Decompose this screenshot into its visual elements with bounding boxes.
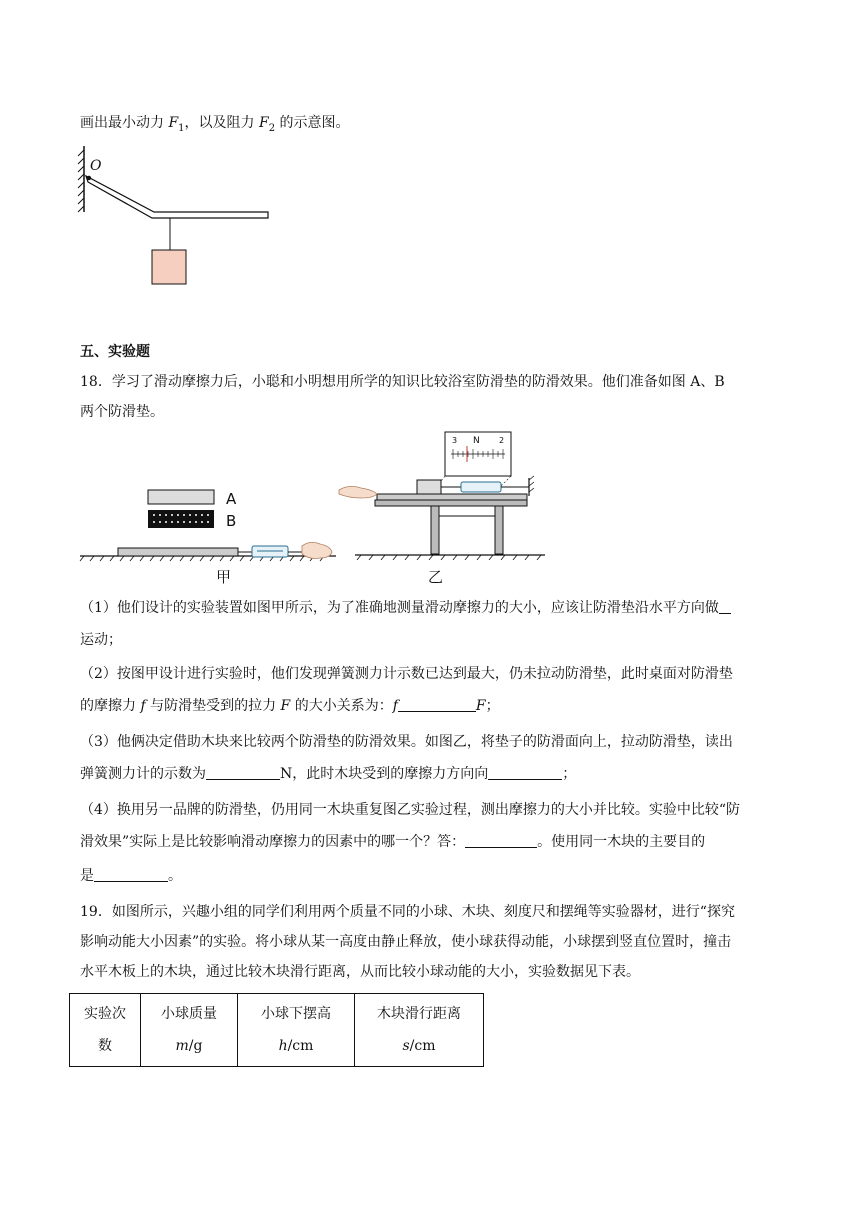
q17-instruction	[80, 113, 350, 139]
f1-var: F	[168, 115, 179, 131]
blank-p4-factor[interactable]	[465, 833, 537, 848]
figure-jia	[76, 484, 346, 564]
gauge-left-tick: 3	[452, 436, 458, 445]
q18-stem-line1: 18．学习了滑动摩擦力后，小聪和小明想用所学的知识比较浴室防滑垫的防滑效果。他们准备如图 A、B	[80, 374, 725, 390]
f1-sub: 1	[178, 122, 185, 134]
var-F-inline: F	[280, 698, 291, 714]
pivot-point	[87, 176, 91, 180]
figure-yi	[335, 430, 550, 560]
header-height: 小球下摆高 h/cm	[238, 994, 355, 1067]
pad-on-table	[118, 548, 238, 556]
caption-jia: 甲	[216, 568, 232, 586]
blank-p4-purpose[interactable]	[94, 867, 168, 882]
pad-a	[148, 490, 214, 504]
q18-p3-line1: （3）他俩决定借助木块来比较两个防滑垫的防滑效果。如图乙，将垫子的防滑面向上，拉动防滑垫，读出	[80, 734, 733, 750]
q19-stem-line2: 影响动能大小因素”的实验。将小球从某一高度由静止释放，使小球获得动能，小球摆到竖直位置时，撞击	[80, 934, 732, 950]
blank-p1[interactable]	[719, 599, 731, 614]
q17-text-a: 画出最小动力	[80, 115, 169, 131]
q18-p4-line3: 是 。	[80, 868, 182, 884]
q18-p4-line2: 滑效果”实际上是比较影响滑动摩擦力的因素中的哪一个？答： 。使用同一木块的主要目的	[80, 834, 706, 850]
q19-data-table	[69, 993, 484, 1067]
q19-stem-line3: 水平木板上的木块，通过比较木块滑行距离，从而比较小球动能的大小，实验数据见下表。	[80, 964, 640, 980]
section-title: 五、实验题	[80, 344, 150, 360]
var-F-answer: F	[475, 698, 486, 714]
hand-icon	[302, 542, 332, 558]
hand-icon-yi	[339, 486, 377, 498]
header-distance: 木块滑行距离 s/cm	[355, 994, 484, 1067]
table-leg-left	[431, 506, 439, 554]
pad-yi	[377, 494, 527, 500]
q18-p2-line1: （2）按图甲设计进行实验时，他们发现弹簧测力计示数已达到最大，仍未拉动防滑垫，此时桌面对防滑垫	[80, 666, 733, 682]
q18-p1-line1: （1）他们设计的实验装置如图甲所示，为了准确地测量滑动摩擦力的大小，应该让防滑垫沿水平方向做	[80, 598, 731, 618]
pivot-label: O	[90, 158, 102, 174]
label-b: B	[226, 512, 237, 530]
table-leg-right	[495, 506, 503, 554]
var-f-answer: f	[392, 698, 398, 714]
table-top	[375, 500, 527, 506]
hanging-weight	[152, 250, 186, 284]
f2-sub: 2	[268, 122, 276, 134]
q17-text-c: 的示意图。	[275, 115, 350, 131]
blank-p2[interactable]	[398, 697, 476, 712]
caption-yi: 乙	[428, 568, 444, 586]
header-mass: 小球质量 m/g	[141, 994, 238, 1067]
f2-var: F	[259, 115, 269, 131]
pad-b	[148, 510, 214, 528]
bent-lever	[86, 176, 268, 218]
header-trial: 实验次 数	[70, 994, 141, 1067]
lever-diagram	[70, 140, 280, 290]
var-f: f	[140, 698, 146, 714]
q18-p1-line2: 运动；	[80, 632, 122, 648]
label-a: A	[226, 490, 237, 508]
gauge-right-tick: 2	[499, 436, 505, 445]
q18-p2-line2: 的摩擦力 f 与防滑垫受到的拉力 F 的大小关系为：f F；	[80, 698, 500, 714]
q17-text-b: ，以及阻力	[184, 115, 259, 131]
q18-stem-line2: 两个防滑垫。	[80, 404, 164, 420]
q19-stem-line1: 19．如图所示，兴趣小组的同学们利用两个质量不同的小球、木块、刻度尺和摆绳等实验器材，进行“探究	[80, 904, 735, 920]
wood-block	[417, 480, 441, 494]
q18-p4-line1: （4）换用另一品牌的防滑垫，仍用同一木块重复图乙实验过程，测出摩擦力的大小并比较。实验中比较“防	[80, 802, 741, 818]
table-header-row	[70, 994, 484, 1067]
q18-p3-line2: 弹簧测力计的示数为 N，此时木块受到的摩擦力方向向 ；	[80, 766, 577, 782]
gauge-unit: N	[473, 436, 480, 446]
blank-p3-direction[interactable]	[488, 765, 562, 780]
spring-scale-yi	[461, 482, 501, 492]
blank-p3-reading[interactable]	[206, 765, 280, 780]
wall	[78, 146, 84, 212]
